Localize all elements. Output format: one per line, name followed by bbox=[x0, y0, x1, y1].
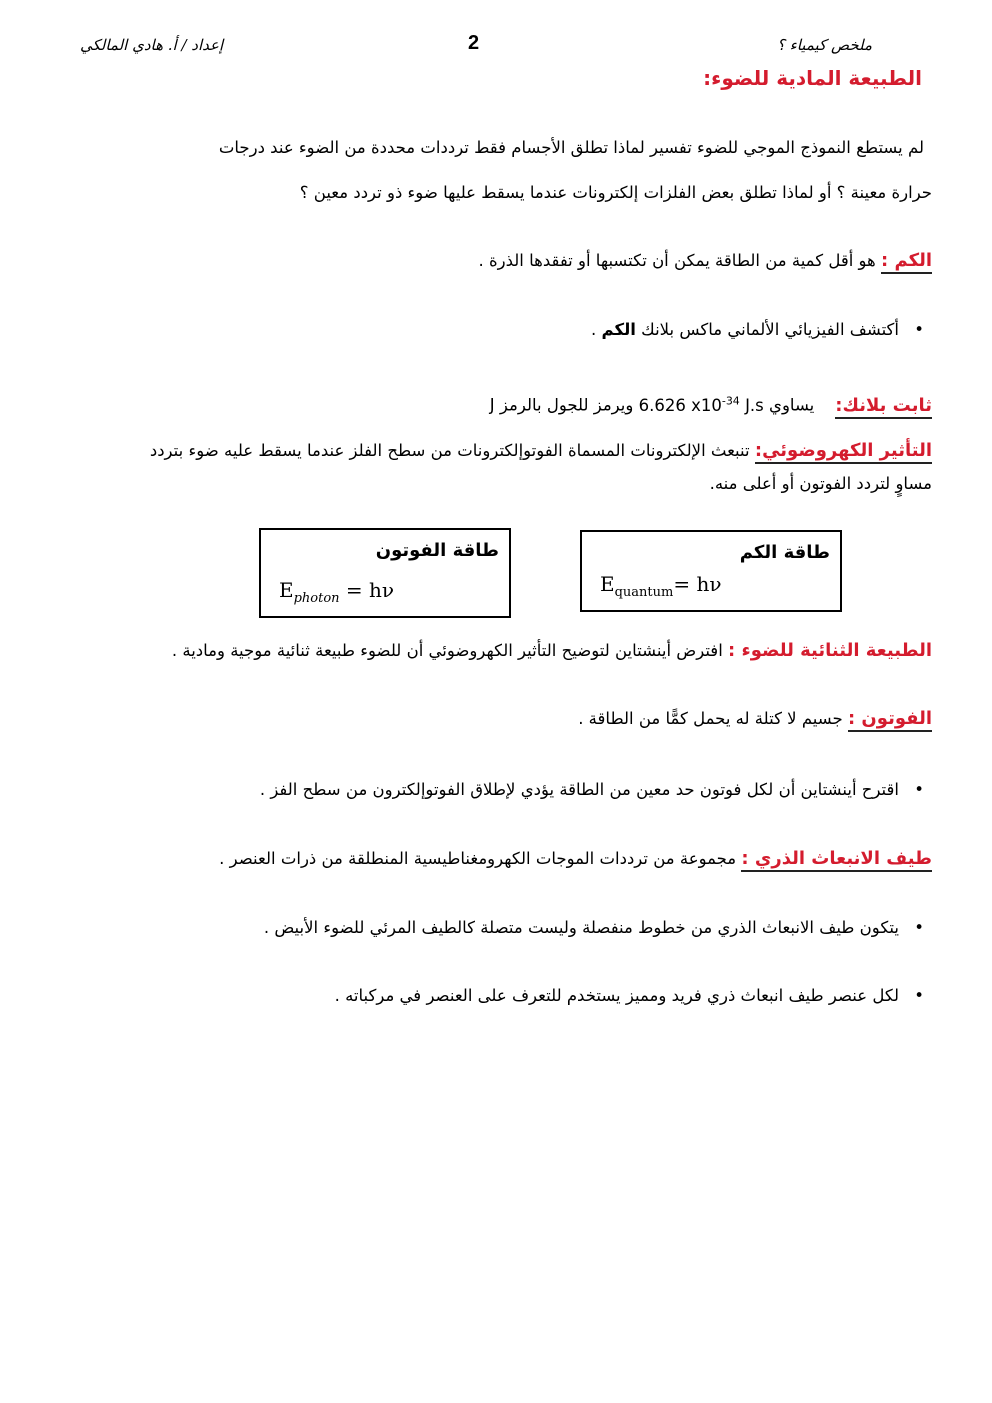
quantum-bullet-end: . bbox=[591, 320, 597, 339]
emission-bullet-1-text: يتكون طيف الانبعاث الذري من خطوط منفصلة وليست متصلة كالطيف المرئي للضوء الأبيض . bbox=[263, 918, 900, 937]
quantum-bullet bbox=[591, 320, 924, 340]
photon-term: الفوتون : bbox=[848, 708, 932, 732]
emission-definition: مجموعة من ترددات الموجات الكهرومغناطيسية المنطلقة من ذرات العنصر . bbox=[219, 849, 737, 868]
planck-symbol-text: ويرمز للجول بالرمز J bbox=[489, 395, 634, 415]
eq-rhs: = hν bbox=[673, 572, 722, 596]
planck-equals-text: يساوي bbox=[769, 395, 815, 415]
photoelectric-line-1: تنبعث الإلكترونات المسماة الفوتوإلكترونات من سطح الفلز عندما يسقط عليه ضوء بتردد bbox=[149, 441, 750, 460]
photoelectric-row bbox=[150, 440, 932, 462]
photon-bullet bbox=[260, 780, 924, 800]
quantum-definition-row bbox=[478, 250, 932, 272]
photoelectric-line-2: مساوٍ لتردد الفوتون أو أعلى منه. bbox=[709, 474, 932, 493]
dual-nature-term: الطبيعة الثنائية للضوء : bbox=[728, 640, 932, 661]
eq-E: E bbox=[279, 578, 294, 602]
emission-term: طيف الانبعاث الذري : bbox=[741, 848, 932, 872]
eq-sub-photon: photon bbox=[293, 591, 340, 606]
photon-bullet-text: اقترح أينشتاين أن لكل فوتون حد معين من الطاقة يؤدي لإطلاق الفوتوإلكترون من سطح الفز . bbox=[259, 780, 900, 799]
eq-sub-quantum: quantum bbox=[614, 585, 674, 600]
intro-line-2: حرارة معينة ؟ أو لماذا تطلق بعض الفلزات إلكترونات عندما يسقط عليها ضوء ذو تردد معين ؟ bbox=[299, 183, 932, 202]
intro-line-1: لم يستطع النموذج الموجي للضوء تفسير لماذا تطلق الأجسام فقط ترددات محددة من الضوء عند درجات bbox=[218, 138, 924, 157]
quantum-energy-box bbox=[580, 530, 842, 612]
planck-value bbox=[639, 396, 764, 415]
eq-E: E bbox=[600, 572, 615, 596]
photon-definition: جسيم لا كتلة له يحمل كمًّا من الطاقة . bbox=[578, 709, 843, 728]
quantum-bullet-text: أكتشف الفيزيائي الألماني ماكس بلانك bbox=[641, 320, 900, 339]
page-number: 2 bbox=[468, 32, 480, 54]
header-author: إعداد / أ. هادي المالكي bbox=[80, 36, 224, 54]
quantum-term: الكم : bbox=[881, 250, 932, 274]
planck-value-base: 6.626 x10 bbox=[638, 395, 722, 415]
photon-energy-equation bbox=[279, 578, 394, 606]
emission-bullet-1 bbox=[264, 918, 924, 938]
photoelectric-term: التأثير الكهروضوئي: bbox=[755, 440, 932, 464]
emission-bullet-2-text: لكل عنصر طيف انبعاث ذري فريد ومميز يستخدم للتعرف على العنصر في مركباته . bbox=[334, 986, 900, 1005]
planck-row bbox=[490, 394, 932, 416]
dual-nature-text: افترض أينشتاين لتوضيح التأثير الكهروضوئي أن للضوء طبيعة ثنائية موجية ومادية . bbox=[171, 641, 723, 660]
photon-energy-box bbox=[259, 528, 511, 618]
quantum-bullet-bold: الكم bbox=[601, 320, 636, 339]
planck-unit: J.s bbox=[745, 395, 764, 415]
emission-definition-row bbox=[219, 848, 932, 870]
eq-rhs: = hν bbox=[345, 578, 395, 602]
page-title: الطبيعة المادية للضوء: bbox=[703, 66, 922, 90]
photon-energy-label: طاقة الفوتون bbox=[375, 540, 499, 561]
header-subject: ملخص كيمياء ؟ bbox=[776, 36, 872, 54]
dual-nature-row bbox=[172, 640, 932, 662]
emission-bullet-2 bbox=[335, 986, 924, 1006]
planck-term: ثابت بلانك: bbox=[835, 395, 932, 419]
quantum-energy-equation bbox=[600, 572, 722, 600]
quantum-definition: هو أقل كمية من الطاقة يمكن أن تكتسبها أو تفقدها الذرة . bbox=[478, 251, 876, 270]
quantum-energy-label: طاقة الكم bbox=[739, 542, 830, 563]
photon-definition-row bbox=[578, 708, 932, 730]
planck-exponent: -34 bbox=[721, 394, 740, 407]
